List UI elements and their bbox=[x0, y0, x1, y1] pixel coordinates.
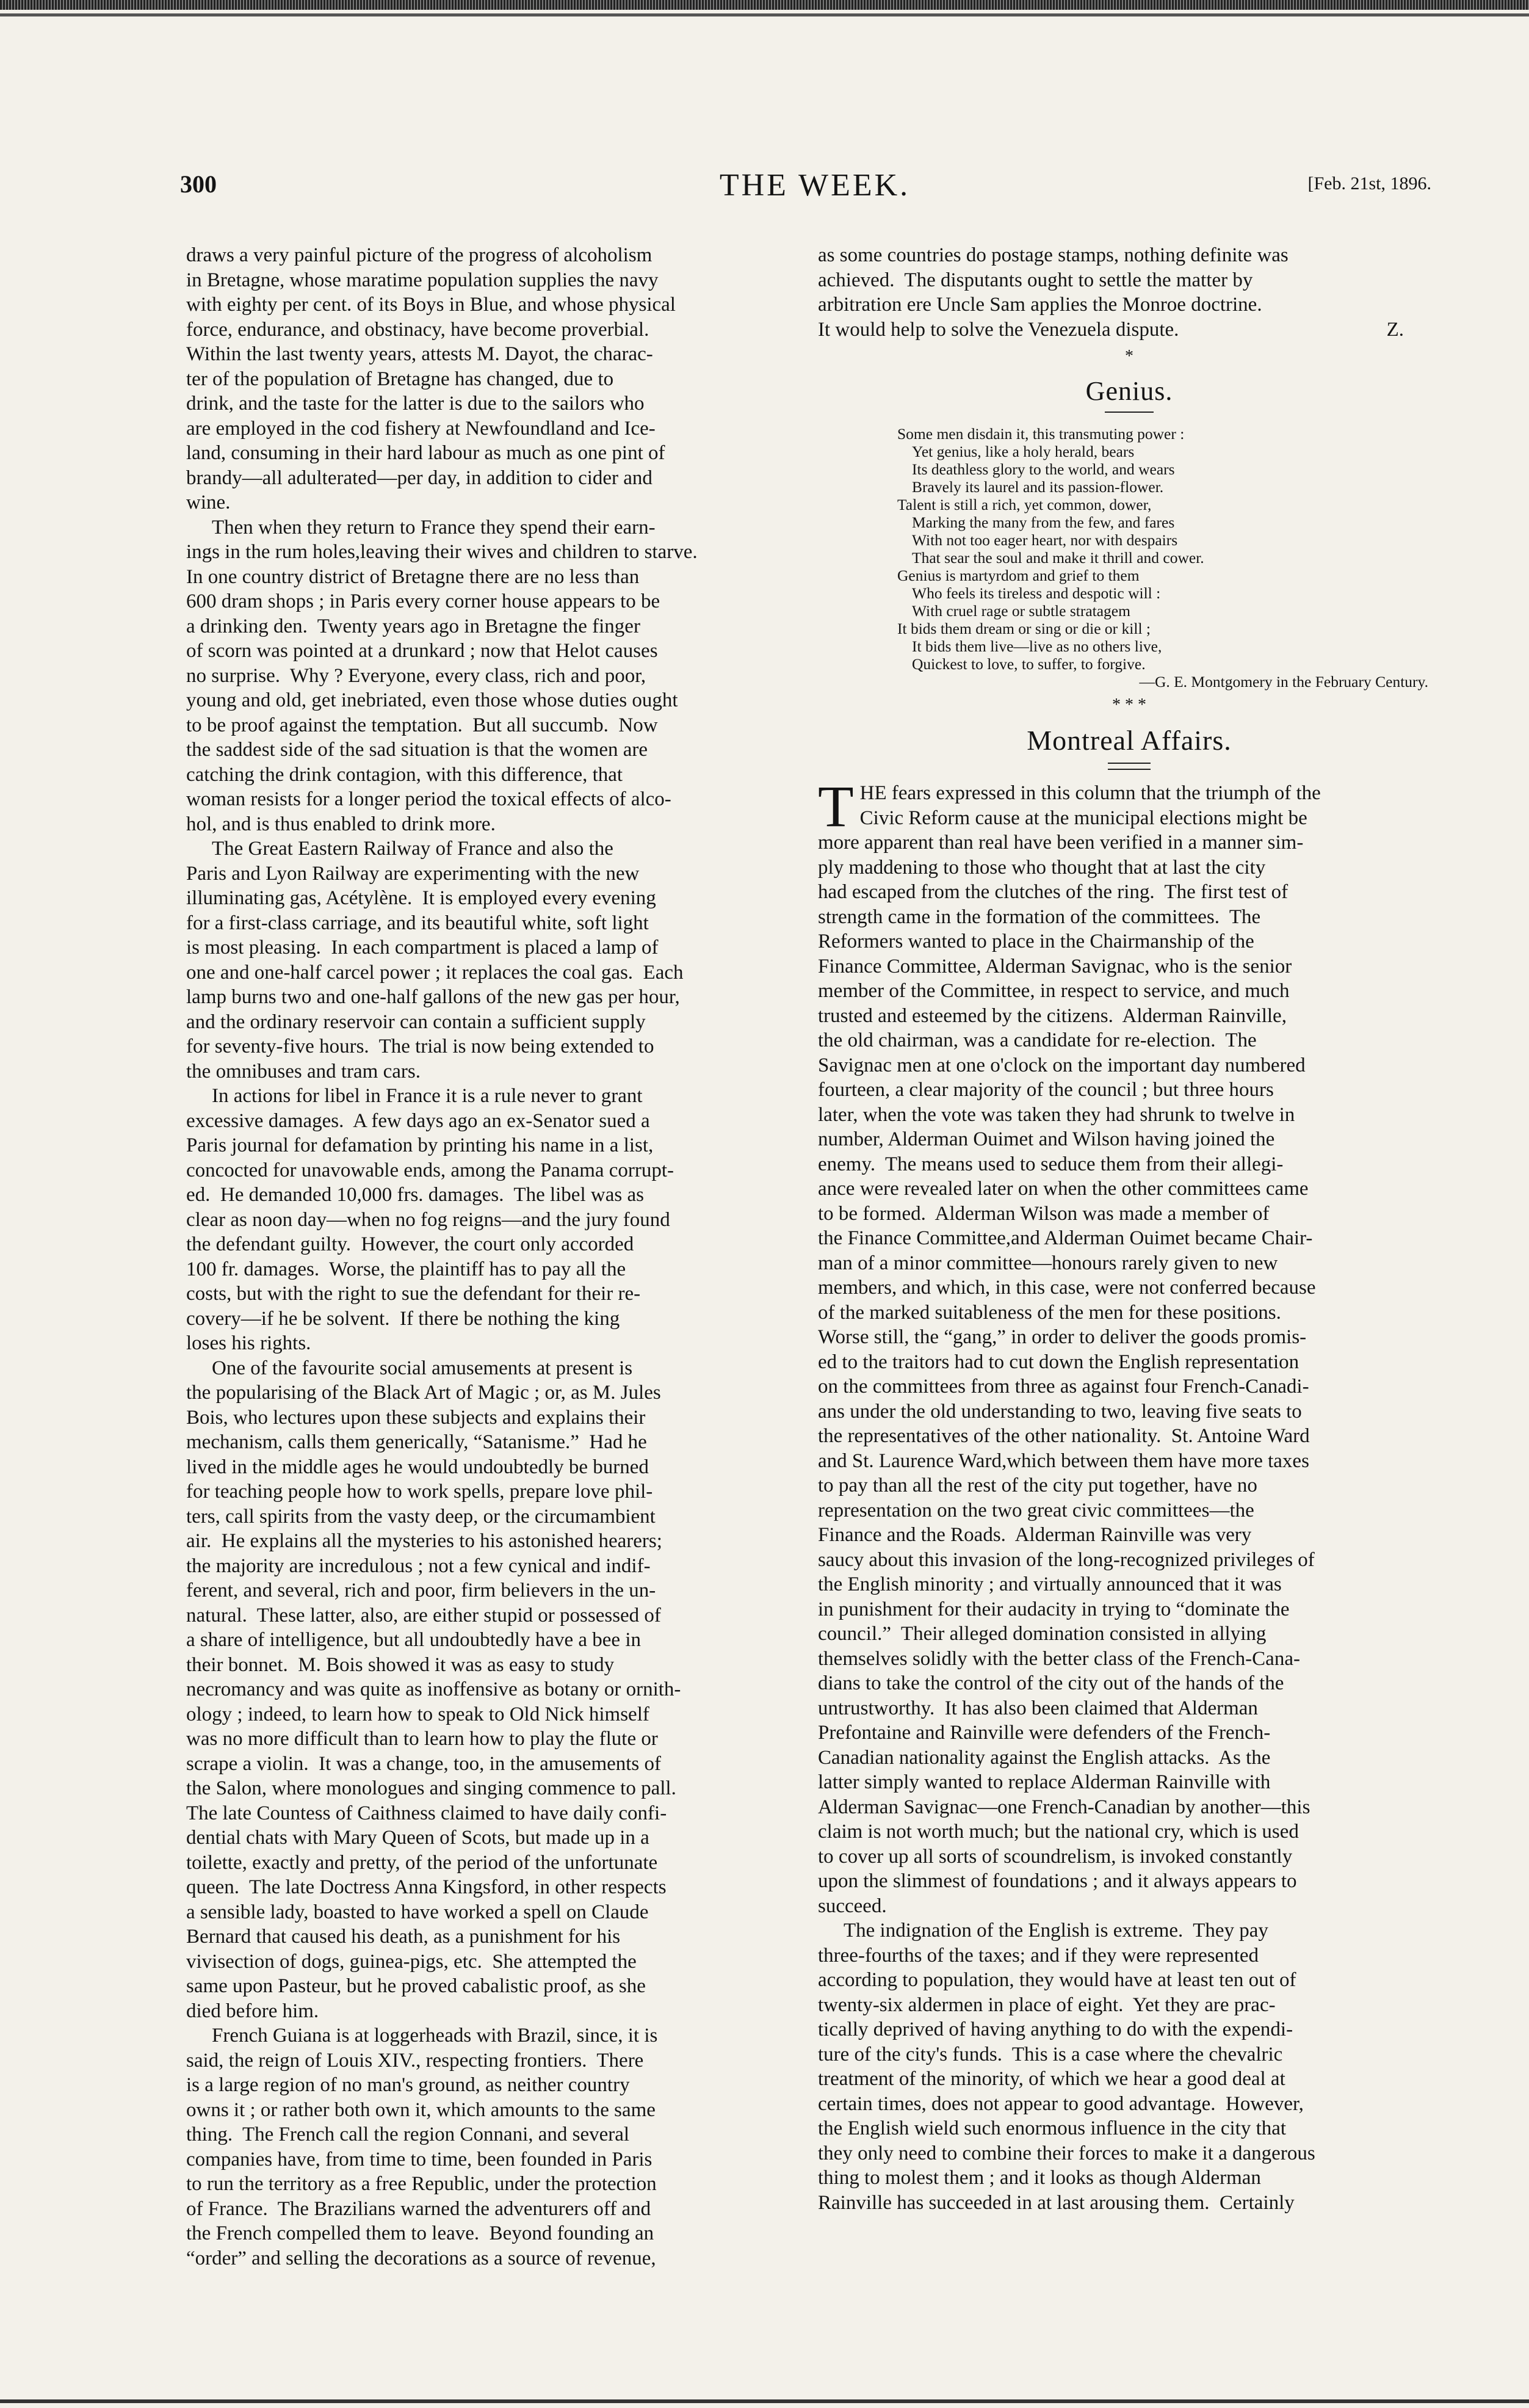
text-line: is most pleasing. In each compartment is placed a lamp of bbox=[186, 937, 659, 959]
text-line: “order” and selling the decorations as a source of revenue, bbox=[186, 2247, 656, 2269]
text-line: thing. The French call the region Connani, and several bbox=[186, 2123, 630, 2145]
text-line: in Bretagne, whose maratime population supplies the navy bbox=[186, 269, 659, 291]
top-border-rule bbox=[0, 0, 1529, 10]
paragraph bbox=[186, 1084, 781, 1356]
text-line: Bernard that caused his death, as a punishment for his bbox=[186, 1926, 621, 1948]
text-line: ter of the population of Bretagne has changed, due to bbox=[186, 368, 614, 390]
text-line: natural. These latter, also, are either stupid or possessed of bbox=[186, 1604, 661, 1626]
text-line: a sensible lady, boasted to have worked a spell on Claude bbox=[186, 1901, 649, 1923]
section-title-montreal: Montreal Affairs. bbox=[1027, 725, 1232, 756]
text-line: covery—if he be solvent. If there be nothing the king bbox=[186, 1307, 620, 1330]
text-line: the omnibuses and tram cars. bbox=[186, 1060, 421, 1083]
text-line: their bonnet. M. Bois showed it was as easy to study bbox=[186, 1653, 615, 1676]
montreal-paragraph-2 bbox=[818, 1918, 1440, 2215]
text-line: the saddest side of the sad situation is that the women are bbox=[186, 739, 648, 761]
text-line: ferent, and several, rich and poor, firm believers in the un- bbox=[186, 1579, 656, 1601]
text-line: excessive damages. A few days ago an ex-Senator sued a bbox=[186, 1109, 650, 1132]
text-line: man of a minor committee—honours rarely given to new bbox=[818, 1252, 1278, 1274]
text-line: the old chairman, was a candidate for re-election. The bbox=[818, 1029, 1257, 1051]
paragraph bbox=[186, 836, 781, 1084]
poem-line: Its deathless glory to the world, and wears bbox=[912, 460, 1175, 478]
text-line: treatment of the minority, of which we hear a good deal at bbox=[818, 2068, 1285, 2090]
text-line: representation on the two great civic committees—the bbox=[818, 1499, 1254, 1521]
poem-attribution: —G. E. Montgomery in the February Century. bbox=[1139, 673, 1428, 691]
text-line: thing to molest them ; and it looks as though Alderman bbox=[818, 2167, 1261, 2189]
text-line: are employed in the cod fishery at Newfoundland and Ice- bbox=[186, 417, 656, 440]
text-line: loses his rights. bbox=[186, 1332, 311, 1354]
text-line: vivisection of dogs, guinea-pigs, etc. She attempted the bbox=[186, 1950, 637, 1973]
text-line: to pay than all the rest of the city put together, have no bbox=[818, 1474, 1257, 1496]
text-line: tically deprived of having anything to do with the expendi- bbox=[818, 2018, 1293, 2040]
text-line: Finance Committee, Alderman Savignac, who is the senior bbox=[818, 955, 1292, 977]
text-line: brandy—all adulterated—per day, in addition to cider and bbox=[186, 466, 652, 489]
text-line: a share of intelligence, but all undoubtedly have a bee in bbox=[186, 1629, 641, 1651]
text-line: members, and which, in this case, were not conferred because bbox=[818, 1277, 1316, 1299]
text-line: the French compelled them to leave. Beyond founding an bbox=[186, 2222, 654, 2244]
text-line: Within the last twenty years, attests M. Dayot, the charac- bbox=[186, 343, 653, 365]
right-column bbox=[818, 243, 1440, 2215]
poem-line: Genius is martyrdom and grief to them bbox=[897, 567, 1140, 584]
text-line: the English wield such enormous influence in the city that bbox=[818, 2117, 1287, 2139]
text-line: strength came in the formation of the committees. The bbox=[818, 905, 1261, 928]
text-line: queen. The late Doctress Anna Kingsford, in other respects bbox=[186, 1876, 667, 1898]
text-line: toilette, exactly and pretty, of the period of the unfortunate bbox=[186, 1851, 658, 1874]
text-line: certain times, does not appear to good advantage. However, bbox=[818, 2092, 1304, 2115]
title-rule bbox=[1105, 412, 1154, 413]
author-signature: Z. bbox=[1386, 318, 1404, 341]
text-line: owns it ; or rather both own it, which amounts to the same bbox=[186, 2098, 656, 2121]
text-line: upon the slimmest of foundations ; and it always appears to bbox=[818, 1870, 1297, 1892]
text-line: ans under the old understanding to two, leaving five seats to bbox=[818, 1400, 1302, 1423]
text-line: necromancy and was quite as inoffensive as botany or ornith- bbox=[186, 1678, 681, 1700]
text-line: themselves solidly with the better class of the French-Cana- bbox=[818, 1647, 1300, 1670]
top-border-rule-thin bbox=[0, 13, 1529, 16]
text-line: one and one-half carcel power ; it replaces the coal gas. Each bbox=[186, 961, 684, 984]
paragraph bbox=[186, 515, 781, 837]
poem-line: Who feels its tireless and despotic will : bbox=[912, 584, 1161, 602]
section-separator-stars: * * * bbox=[1112, 695, 1146, 714]
paragraph bbox=[186, 243, 781, 515]
text-line: of scorn was pointed at a drunkard ; now that Helot causes bbox=[186, 640, 658, 662]
text-line: ology ; indeed, to learn how to speak to Old Nick himself bbox=[186, 1703, 649, 1725]
text-line: drink, and the taste for the latter is due to the sailors who bbox=[186, 393, 645, 415]
text-line: succeed. bbox=[818, 1895, 887, 1917]
text-line: untrustworthy. It has also been claimed that Alderman bbox=[818, 1697, 1258, 1719]
text-line: trusted and esteemed by the citizens. Alderman Rainville, bbox=[818, 1004, 1287, 1027]
text-line: later, when the vote was taken they had shrunk to twelve in bbox=[818, 1103, 1295, 1126]
text-line: for seventy-five hours. The trial is now being extended to bbox=[186, 1035, 654, 1057]
text-line: land, consuming in their hard labour as much as one pint of bbox=[186, 442, 665, 464]
text-line: of the marked suitableness of the men for these positions. bbox=[818, 1301, 1281, 1324]
poem-body bbox=[897, 425, 1440, 673]
poem-line: With not too eager heart, nor with despairs bbox=[912, 531, 1178, 549]
page-number: 300 bbox=[180, 170, 217, 198]
text-line: according to population, they would have at least ten out of bbox=[818, 1969, 1296, 1991]
text-line: the majority are incredulous ; not a few cynical and indif- bbox=[186, 1554, 651, 1577]
text-line: as some countries do postage stamps, nothing definite was bbox=[818, 244, 1289, 266]
text-line: In actions for libel in France it is a rule never to grant bbox=[212, 1085, 643, 1107]
text-line: scrape a violin. It was a change, too, in the amusements of bbox=[186, 1752, 662, 1775]
poem-line: Marking the many from the few, and fares bbox=[912, 513, 1175, 531]
text-line: ed. He demanded 10,000 frs. damages. The libel was as bbox=[186, 1184, 644, 1206]
section-separator: * bbox=[1125, 347, 1133, 366]
text-line: Bois, who lectures upon these subjects and explains their bbox=[186, 1406, 646, 1429]
text-line: wine. bbox=[186, 491, 231, 513]
text-line: woman resists for a longer period the toxical effects of alco- bbox=[186, 788, 671, 810]
text-line: The indignation of the English is extreme. They pay bbox=[844, 1920, 1268, 1942]
text-line: in punishment for their audacity in trying to “dominate the bbox=[818, 1598, 1290, 1620]
text-line: Rainville has succeeded in at last arousing them. Certainly bbox=[818, 2191, 1295, 2214]
poem-line: Yet genius, like a holy herald, bears bbox=[912, 443, 1135, 460]
text-line: the English minority ; and virtually announced that it was bbox=[818, 1573, 1282, 1595]
text-line: Reformers wanted to place in the Chairmanship of the bbox=[818, 930, 1254, 952]
text-line: for teaching people how to work spells, prepare love phil- bbox=[186, 1481, 653, 1503]
text-line: dians to take the control of the city out of the hands of the bbox=[818, 1672, 1284, 1694]
text-line: HE fears expressed in this column that the triumph of the bbox=[859, 782, 1321, 804]
text-line: force, endurance, and obstinacy, have become proverbial. bbox=[186, 318, 649, 341]
paragraph bbox=[186, 1356, 781, 2024]
text-line: to cover up all sorts of scoundrelism, is invoked constantly bbox=[818, 1845, 1293, 1868]
page-header bbox=[180, 170, 1450, 219]
text-line: said, the reign of Louis XIV., respecting frontiers. There bbox=[186, 2049, 644, 2072]
text-line: Finance and the Roads. Alderman Rainville was very bbox=[818, 1524, 1252, 1546]
text-line: Paris and Lyon Railway are experimenting with the new bbox=[186, 862, 640, 885]
text-line: enemy. The means used to seduce them from their allegi- bbox=[818, 1153, 1284, 1175]
text-line: for a first-class carriage, and its beautiful white, soft light bbox=[186, 912, 649, 934]
poem-title: Genius. bbox=[1085, 376, 1173, 406]
text-line: twenty-six aldermen in place of eight. Yet they are prac- bbox=[818, 1993, 1276, 2016]
text-line: ture of the city's funds. This is a case where the chevalric bbox=[818, 2043, 1283, 2065]
text-line: clear as noon day—when no fog reigns—and the jury found bbox=[186, 1208, 670, 1231]
text-line: the popularising of the Black Art of Magic ; or, as M. Jules bbox=[186, 1382, 661, 1404]
text-line: 600 dram shops ; in Paris every corner house appears to be bbox=[186, 590, 660, 612]
text-line: and the ordinary reservoir can contain a sufficient supply bbox=[186, 1010, 646, 1033]
text-line: number, Alderman Ouimet and Wilson having joined the bbox=[818, 1128, 1275, 1150]
issue-date: [Feb. 21st, 1896. bbox=[1307, 173, 1431, 194]
text-line: achieved. The disputants ought to settle the matter by bbox=[818, 269, 1253, 291]
text-line: French Guiana is at loggerheads with Brazil, since, it is bbox=[212, 2025, 658, 2047]
text-line: The Great Eastern Railway of France and also the bbox=[212, 838, 613, 860]
text-line: 100 fr. damages. Worse, the plaintiff has to pay all the bbox=[186, 1258, 626, 1280]
poem-line: Talent is still a rich, yet common, dower, bbox=[897, 496, 1152, 513]
text-line: hol, and is thus enabled to drink more. bbox=[186, 813, 496, 835]
text-line: Canadian nationality against the English attacks. As the bbox=[818, 1746, 1271, 1769]
text-line: had escaped from the clutches of the ring. The first test of bbox=[818, 881, 1289, 903]
poem-line: Bravely its laurel and its passion-flower. bbox=[912, 478, 1164, 496]
text-line: the defendant guilty. However, the court only accorded bbox=[186, 1233, 634, 1255]
text-line: concocted for unavowable ends, among the Panama corrupt- bbox=[186, 1159, 674, 1181]
text-line: Then when they return to France they spend their earn- bbox=[212, 516, 656, 539]
publication-title: THE WEEK. bbox=[719, 168, 911, 203]
poem-line: It bids them live—live as no others live, bbox=[912, 637, 1162, 655]
bottom-border-rule bbox=[0, 2399, 1529, 2403]
text-line: on the committees from three as against four French-Canadi- bbox=[818, 1376, 1309, 1398]
text-line: the Salon, where monologues and singing commence to pall. bbox=[186, 1777, 676, 1799]
text-line: ply maddening to those who thought that at last the city bbox=[818, 856, 1266, 879]
poem-line: With cruel rage or subtle stratagem bbox=[912, 602, 1130, 620]
text-line: to be proof against the temptation. But all succumb. Now bbox=[186, 714, 658, 736]
text-line: they only need to combine their forces to make it a dangerous bbox=[818, 2142, 1315, 2164]
drop-cap: T bbox=[818, 774, 854, 839]
poem-line: It bids them dream or sing or die or kill ; bbox=[897, 620, 1151, 637]
text-line: to be formed. Alderman Wilson was made a member of bbox=[818, 1202, 1270, 1225]
text-line: and St. Laurence Ward,which between them have more taxes bbox=[818, 1449, 1309, 1472]
text-line: no surprise. Why ? Everyone, every class, rich and poor, bbox=[186, 664, 646, 687]
text-line: ings in the rum holes,leaving their wives and children to starve. bbox=[186, 541, 698, 563]
poem-line: Some men disdain it, this transmuting power : bbox=[897, 425, 1185, 443]
text-line: Savignac men at one o'clock on the important day numbered bbox=[818, 1054, 1306, 1076]
text-line: of France. The Brazilians warned the adventurers off and bbox=[186, 2197, 651, 2220]
poem-line: Quickest to love, to suffer, to forgive. bbox=[912, 655, 1146, 673]
text-line: lived in the middle ages he would undoubtedly be burned bbox=[186, 1456, 649, 1478]
text-line: three-fourths of the taxes; and if they were represented bbox=[818, 1944, 1259, 1967]
text-line: young and old, get inebriated, even those whose duties ought bbox=[186, 689, 678, 711]
text-line: fourteen, a clear majority of the council ; but three hours bbox=[818, 1079, 1274, 1101]
paragraph bbox=[186, 2023, 781, 2271]
text-line: air. He explains all the mysteries to his astonished hearers; bbox=[186, 1530, 662, 1552]
text-line: to run the territory as a free Republic, under the protection bbox=[186, 2173, 657, 2195]
text-line: saucy about this invasion of the long-recognized privileges of bbox=[818, 1548, 1315, 1571]
text-line: costs, but with the right to sue the defendant for their re- bbox=[186, 1283, 641, 1305]
left-column bbox=[186, 243, 781, 2271]
text-line: illuminating gas, Acétylène. It is employed every evening bbox=[186, 887, 656, 909]
text-line: dential chats with Mary Queen of Scots, but made up in a bbox=[186, 1827, 649, 1849]
text-line: council.” Their alleged domination consisted in allying bbox=[818, 1623, 1267, 1645]
text-line: ed to the traitors had to cut down the English representation bbox=[818, 1351, 1299, 1373]
text-line: died before him. bbox=[186, 2000, 319, 2022]
text-line: with eighty per cent. of its Boys in Blue, and whose physical bbox=[186, 294, 676, 316]
text-line: was no more difficult than to learn how to play the flute or bbox=[186, 1728, 658, 1750]
title-double-rule bbox=[1108, 763, 1151, 770]
text-line: claim is not worth much; but the national cry, which is used bbox=[818, 1821, 1299, 1843]
text-line: mechanism, calls them generically, “Satanisme.” Had he bbox=[186, 1431, 647, 1453]
text-line: ters, call spirits from the vasty deep, or the circumambient bbox=[186, 1505, 656, 1528]
article-continuation bbox=[818, 243, 1440, 342]
text-line: ance were revealed later on when the other committees came bbox=[818, 1178, 1309, 1200]
text-line: Worse still, the “gang,” in order to deliver the goods promis- bbox=[818, 1326, 1307, 1348]
text-line: Paris journal for defamation by printing his name in a list, bbox=[186, 1134, 654, 1156]
text-line: It would help to solve the Venezuela dispute. bbox=[818, 318, 1179, 341]
montreal-paragraph-1 bbox=[818, 774, 1440, 1918]
text-line: more apparent than real have been verified in a manner sim- bbox=[818, 832, 1304, 854]
text-line: a drinking den. Twenty years ago in Bretagne the finger bbox=[186, 615, 640, 637]
text-line: latter simply wanted to replace Alderman Rainville with bbox=[818, 1771, 1271, 1793]
text-line: lamp burns two and one-half gallons of the new gas per hour, bbox=[186, 986, 680, 1008]
text-line: catching the drink contagion, with this difference, that bbox=[186, 763, 623, 786]
text-line: Civic Reform cause at the municipal elections might be bbox=[859, 807, 1307, 829]
text-line: member of the Committee, in respect to service, and much bbox=[818, 980, 1290, 1002]
text-line: is a large region of no man's ground, as neither country bbox=[186, 2074, 630, 2096]
text-line: One of the favourite social amusements at present is bbox=[212, 1357, 633, 1379]
text-line: The late Countess of Caithness claimed to have daily confi- bbox=[186, 1802, 667, 1824]
text-line: draws a very painful picture of the progress of alcoholism bbox=[186, 244, 652, 266]
poem-line: That sear the soul and make it thrill and cower. bbox=[912, 549, 1204, 567]
text-line: the representatives of the other nationality. St. Antoine Ward bbox=[818, 1425, 1310, 1447]
text-line: companies have, from time to time, been founded in Paris bbox=[186, 2148, 652, 2170]
text-line: same upon Pasteur, but he proved cabalistic proof, as she bbox=[186, 1975, 646, 1997]
text-line: the Finance Committee,and Alderman Ouimet became Chair- bbox=[818, 1227, 1313, 1249]
text-line: In one country district of Bretagne there are no less than bbox=[186, 565, 640, 588]
text-line: Alderman Savignac—one French-Canadian by another—this bbox=[818, 1796, 1310, 1818]
text-line: arbitration ere Uncle Sam applies the Monroe doctrine. bbox=[818, 294, 1262, 316]
text-line: Prefontaine and Rainville were defenders of the French- bbox=[818, 1722, 1271, 1744]
